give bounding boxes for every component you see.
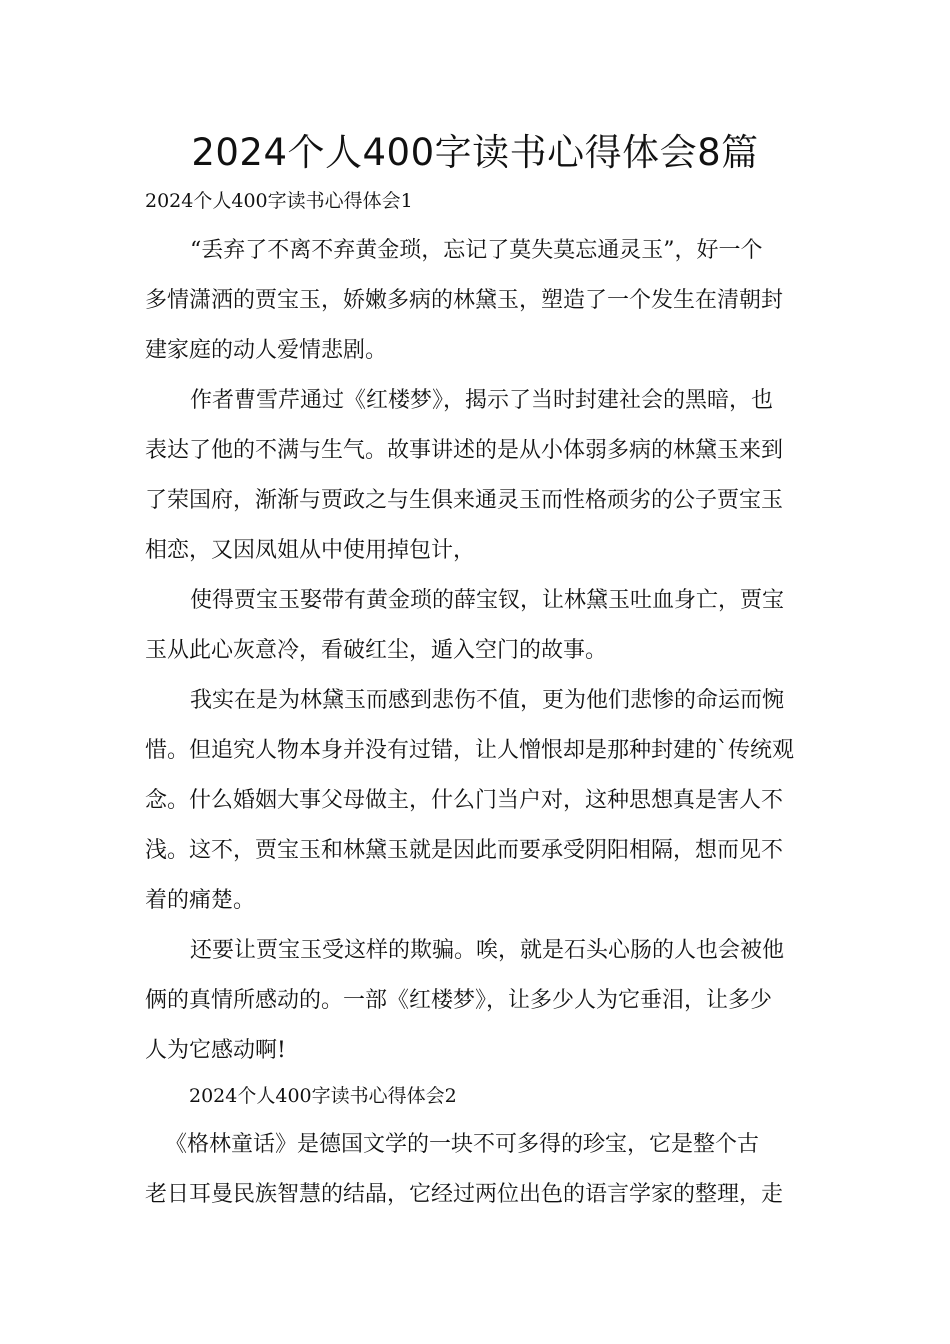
- paragraph-5: [145, 926, 807, 1076]
- paragraph-line: 玉从此心灰意冷，看破红尘，遁入空门的故事。: [145, 638, 608, 663]
- paragraph-2: [145, 376, 807, 576]
- paragraph-line: 老日耳曼民族智慧的结晶，它经过两位出色的语言学家的整理，走: [145, 1182, 784, 1207]
- document-title: 2024个人400字读书心得体会8篇: [191, 131, 759, 174]
- paragraph-line: 建家庭的动人爱情悲剧。: [145, 338, 388, 363]
- paragraph-1: [145, 226, 807, 376]
- paragraph-line: 念。什么婚姻大事父母做主，什么门当户对，这种思想真是害人不: [145, 788, 784, 813]
- paragraph-line: 着的痛楚。: [145, 888, 256, 913]
- paragraph-line: 我实在是为林黛玉而感到悲伤不值，更为他们悲惨的命运而惋: [190, 688, 785, 713]
- paragraph-line: 浅。这不，贾宝玉和林黛玉就是因此而要承受阴阳相隔，想而见不: [145, 838, 784, 863]
- paragraph-line: 多情潇洒的贾宝玉，娇嫩多病的林黛玉，塑造了一个发生在清朝封: [145, 288, 784, 313]
- paragraph-3: [145, 576, 807, 676]
- section-heading-2: 2024个人400字读书心得体会2: [189, 1085, 457, 1107]
- paragraph-line: 俩的真情所感动的。一部《红楼梦》，让多少人为它垂泪，让多少: [145, 988, 773, 1013]
- paragraph-line: “丢弃了不离不弃黄金琐，忘记了莫失莫忘通灵玉”，好一个: [190, 238, 763, 263]
- paragraph-4: [145, 676, 807, 926]
- paragraph-line: 《格林童话》是德国文学的一块不可多得的珍宝，它是整个古: [165, 1132, 760, 1157]
- paragraph-line: 人为它感动啊!: [145, 1038, 286, 1063]
- paragraph-line: 使得贾宝玉娶带有黄金琐的薛宝钗，让林黛玉吐血身亡，贾宝: [190, 588, 785, 613]
- paragraph-line: 作者曹雪芹通过《红楼梦》，揭示了当时封建社会的黑暗，也: [190, 388, 774, 413]
- paragraph-6: [145, 1120, 807, 1220]
- section-heading-1: 2024个人400字读书心得体会1: [145, 190, 413, 212]
- paragraph-line: 表达了他的不满与生气。故事讲述的是从小体弱多病的林黛玉来到: [145, 438, 784, 463]
- paragraph-line: 还要让贾宝玉受这样的欺骗。唉，就是石头心肠的人也会被他: [190, 938, 785, 963]
- paragraph-line: 了荣国府，渐渐与贾政之与生俱来通灵玉而性格顽劣的公子贾宝玉: [145, 488, 784, 513]
- paragraph-line: 相恋，又因凤姐从中使用掉包计，: [145, 538, 476, 563]
- paragraph-line: 惜。但追究人物本身并没有过错，让人憎恨却是那种封建的`传统观: [145, 738, 795, 763]
